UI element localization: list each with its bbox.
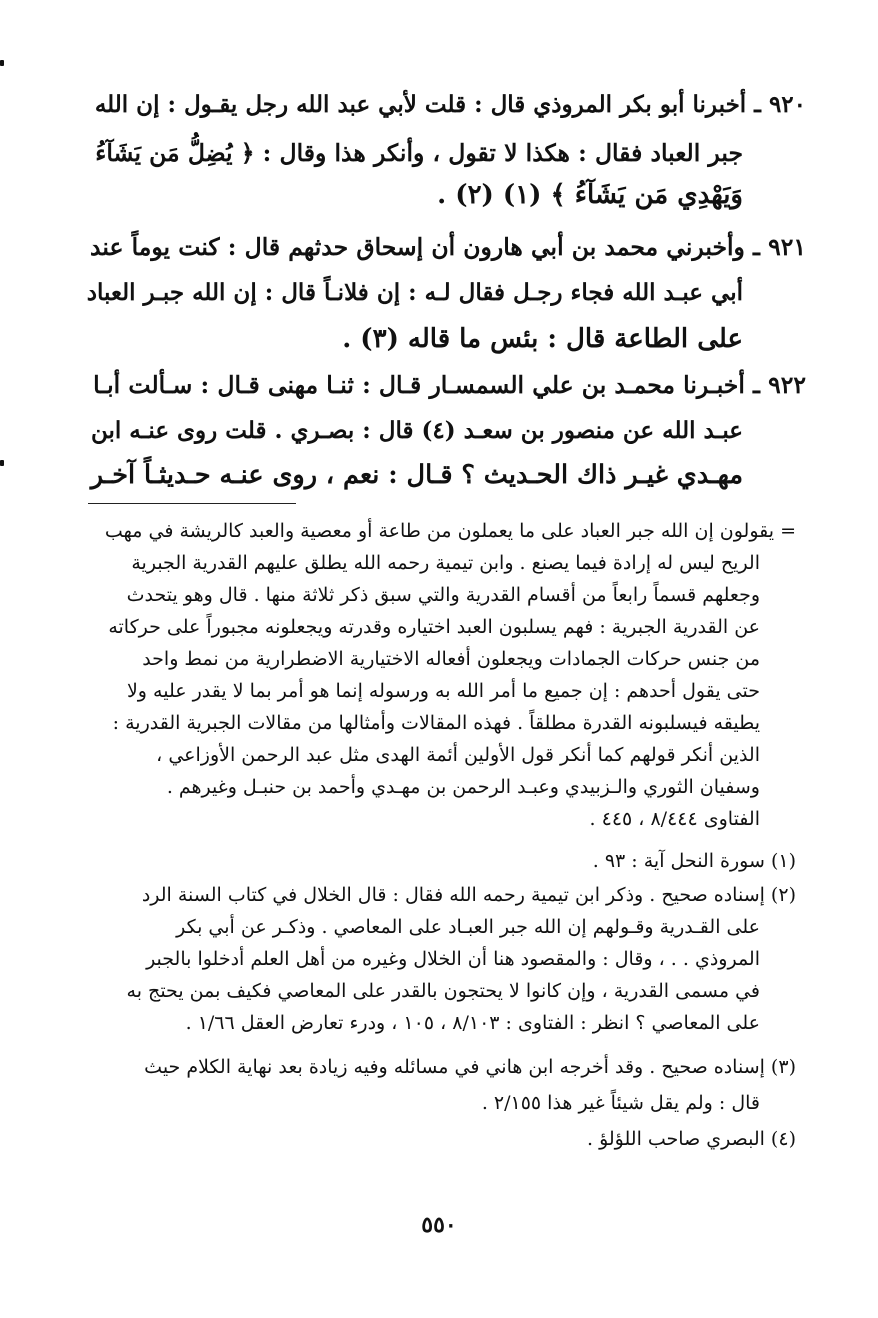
footnote-2-line-2: على القـدرية وقـولهم إن الله جبر العبـاد على المعاصي . وذكـر عن أبي بكر — [176, 916, 760, 938]
paragraph-920-line-1: ٩٢٠ ـ أخبرنا أبو بكر المروذي قال : قلت لأبي عبد الله رجل يقـول : إن الله — [94, 91, 806, 118]
footnote-continued-line-10: الفتاوى ٨/٤٤٤ ، ٤٤٥ . — [589, 808, 760, 830]
footnote-continued-line-3: وجعلهم قسماً رابعاً من أقسام القدرية والتي سبق ذكر ثلاثة منها . قال وهو يتحدث — [126, 584, 760, 606]
paragraph-921-line-2: أبي عبـد الله فجاء رجـل فقال لـه : إن فلانـاً قال : إن الله جبـر العباد — [86, 279, 743, 306]
paragraph-921-line-3: على الطاعة قال : بئس ما قاله (٣) . — [342, 324, 743, 354]
paragraph-922-line-3: مهـدي غيـر ذاك الحـديث ؟ قـال : نعم ، روى عنـه حـديثـاً آخـر — [90, 460, 743, 490]
footnote-continued-line-1: = يقولون إن الله جبر العباد على ما يعملون من طاعة أو معصية والعبد كالريشة في مهب — [104, 520, 796, 542]
footnote-1: (١) سورة النحل آية : ٩٣ . — [592, 850, 796, 872]
footnote-continued-line-8: الذين أنكر قولهم كما أنكر قول الأولين أئمة الهدى مثل عبد الرحمن الأوزاعي ، — [156, 744, 760, 766]
footnote-continued-line-4: عن القدرية الجبرية : فهم يسلبون العبد اختياره وقدرته ويجعلونه مجبوراً على حركاته — [108, 616, 760, 638]
footnote-2-line-1: (٢) إسناده صحيح . وذكر ابن تيمية رحمه الله فقال : قال الخلال في كتاب السنة الرد — [141, 884, 796, 906]
footnote-3-line-1: (٣) إسناده صحيح . وقد أخرجه ابن هاني في مسائله وفيه زيادة بعد نهاية الكلام حيث — [144, 1056, 796, 1078]
paragraph-922-line-2: عبـد الله عن منصور بن سعـد (٤) قال : بصـري . قلت روى عنـه ابن — [91, 417, 743, 444]
paragraph-920-line-2: جبر العباد فقال : هكذا لا تقول ، وأنكر هذا وقال : ﴿ يُضِلُّ مَن يَشَآءُ — [95, 139, 743, 167]
footnote-continued-line-9: وسفيان الثوري والـزبيدي وعبـد الرحمن بن مهـدي وأحمد بن حنبـل وغيرهم . — [166, 776, 760, 798]
scan-mark — [0, 60, 4, 66]
scan-mark — [0, 460, 4, 466]
footnote-separator — [88, 503, 296, 504]
footnote-continued-line-6: حتى يقول أحدهم : إن جميع ما أمر الله به ورسوله إنما هو أمر بما لا يقدر عليه ولا — [126, 680, 760, 702]
footnote-2-line-4: في مسمى القدرية ، وإن كانوا لا يحتجون بالقدر على المعاصي فكيف بمن يحتج به — [126, 980, 760, 1002]
footnote-2-line-5: على المعاصي ؟ انظر : الفتاوى : ٨/١٠٣ ، ١٠٥ ، ودرء تعارض العقل ١/٦٦ . — [185, 1012, 760, 1034]
paragraph-922-line-1: ٩٢٢ ـ أخبـرنا محمـد بن علي السمسـار قـال : ثنـا مهنى قـال : سـألت أبـا — [93, 371, 806, 399]
page-number: ٥٥٠ — [421, 1212, 457, 1238]
paragraph-921-line-1: ٩٢١ ـ وأخبرني محمد بن أبي هارون أن إسحاق حدثهم قال : كنت يوماً عند — [90, 233, 806, 261]
footnote-4: (٤) البصري صاحب اللؤلؤ . — [587, 1128, 796, 1150]
footnote-continued-line-2: الريح ليس له إرادة فيما يصنع . وابن تيمية رحمه الله يطلق عليهم القدرية الجبرية — [131, 552, 760, 574]
paragraph-920-line-3: وَيَهْدِي مَن يَشَآءُ ﴾ (١) (٢) . — [437, 180, 743, 210]
footnote-continued-line-7: يطيقه فيسلبونه القدرة مطلقاً . فهذه المقالات وأمثالها من مقالات الجبرية القدرية : — [112, 712, 760, 734]
footnote-2-line-3: المروذي . . ، وقال : والمقصود هنا أن الخلال وغيره من أهل العلم أدخلوا بالجبر — [146, 948, 760, 970]
footnote-continued-line-5: من جنس حركات الجمادات ويجعلون أفعاله الاختيارية الاضطرارية من نمط واحد — [142, 648, 760, 670]
footnote-3-line-2: قال : ولم يقل شيئاً غير هذا ٢/١٥٥ . — [481, 1092, 760, 1114]
